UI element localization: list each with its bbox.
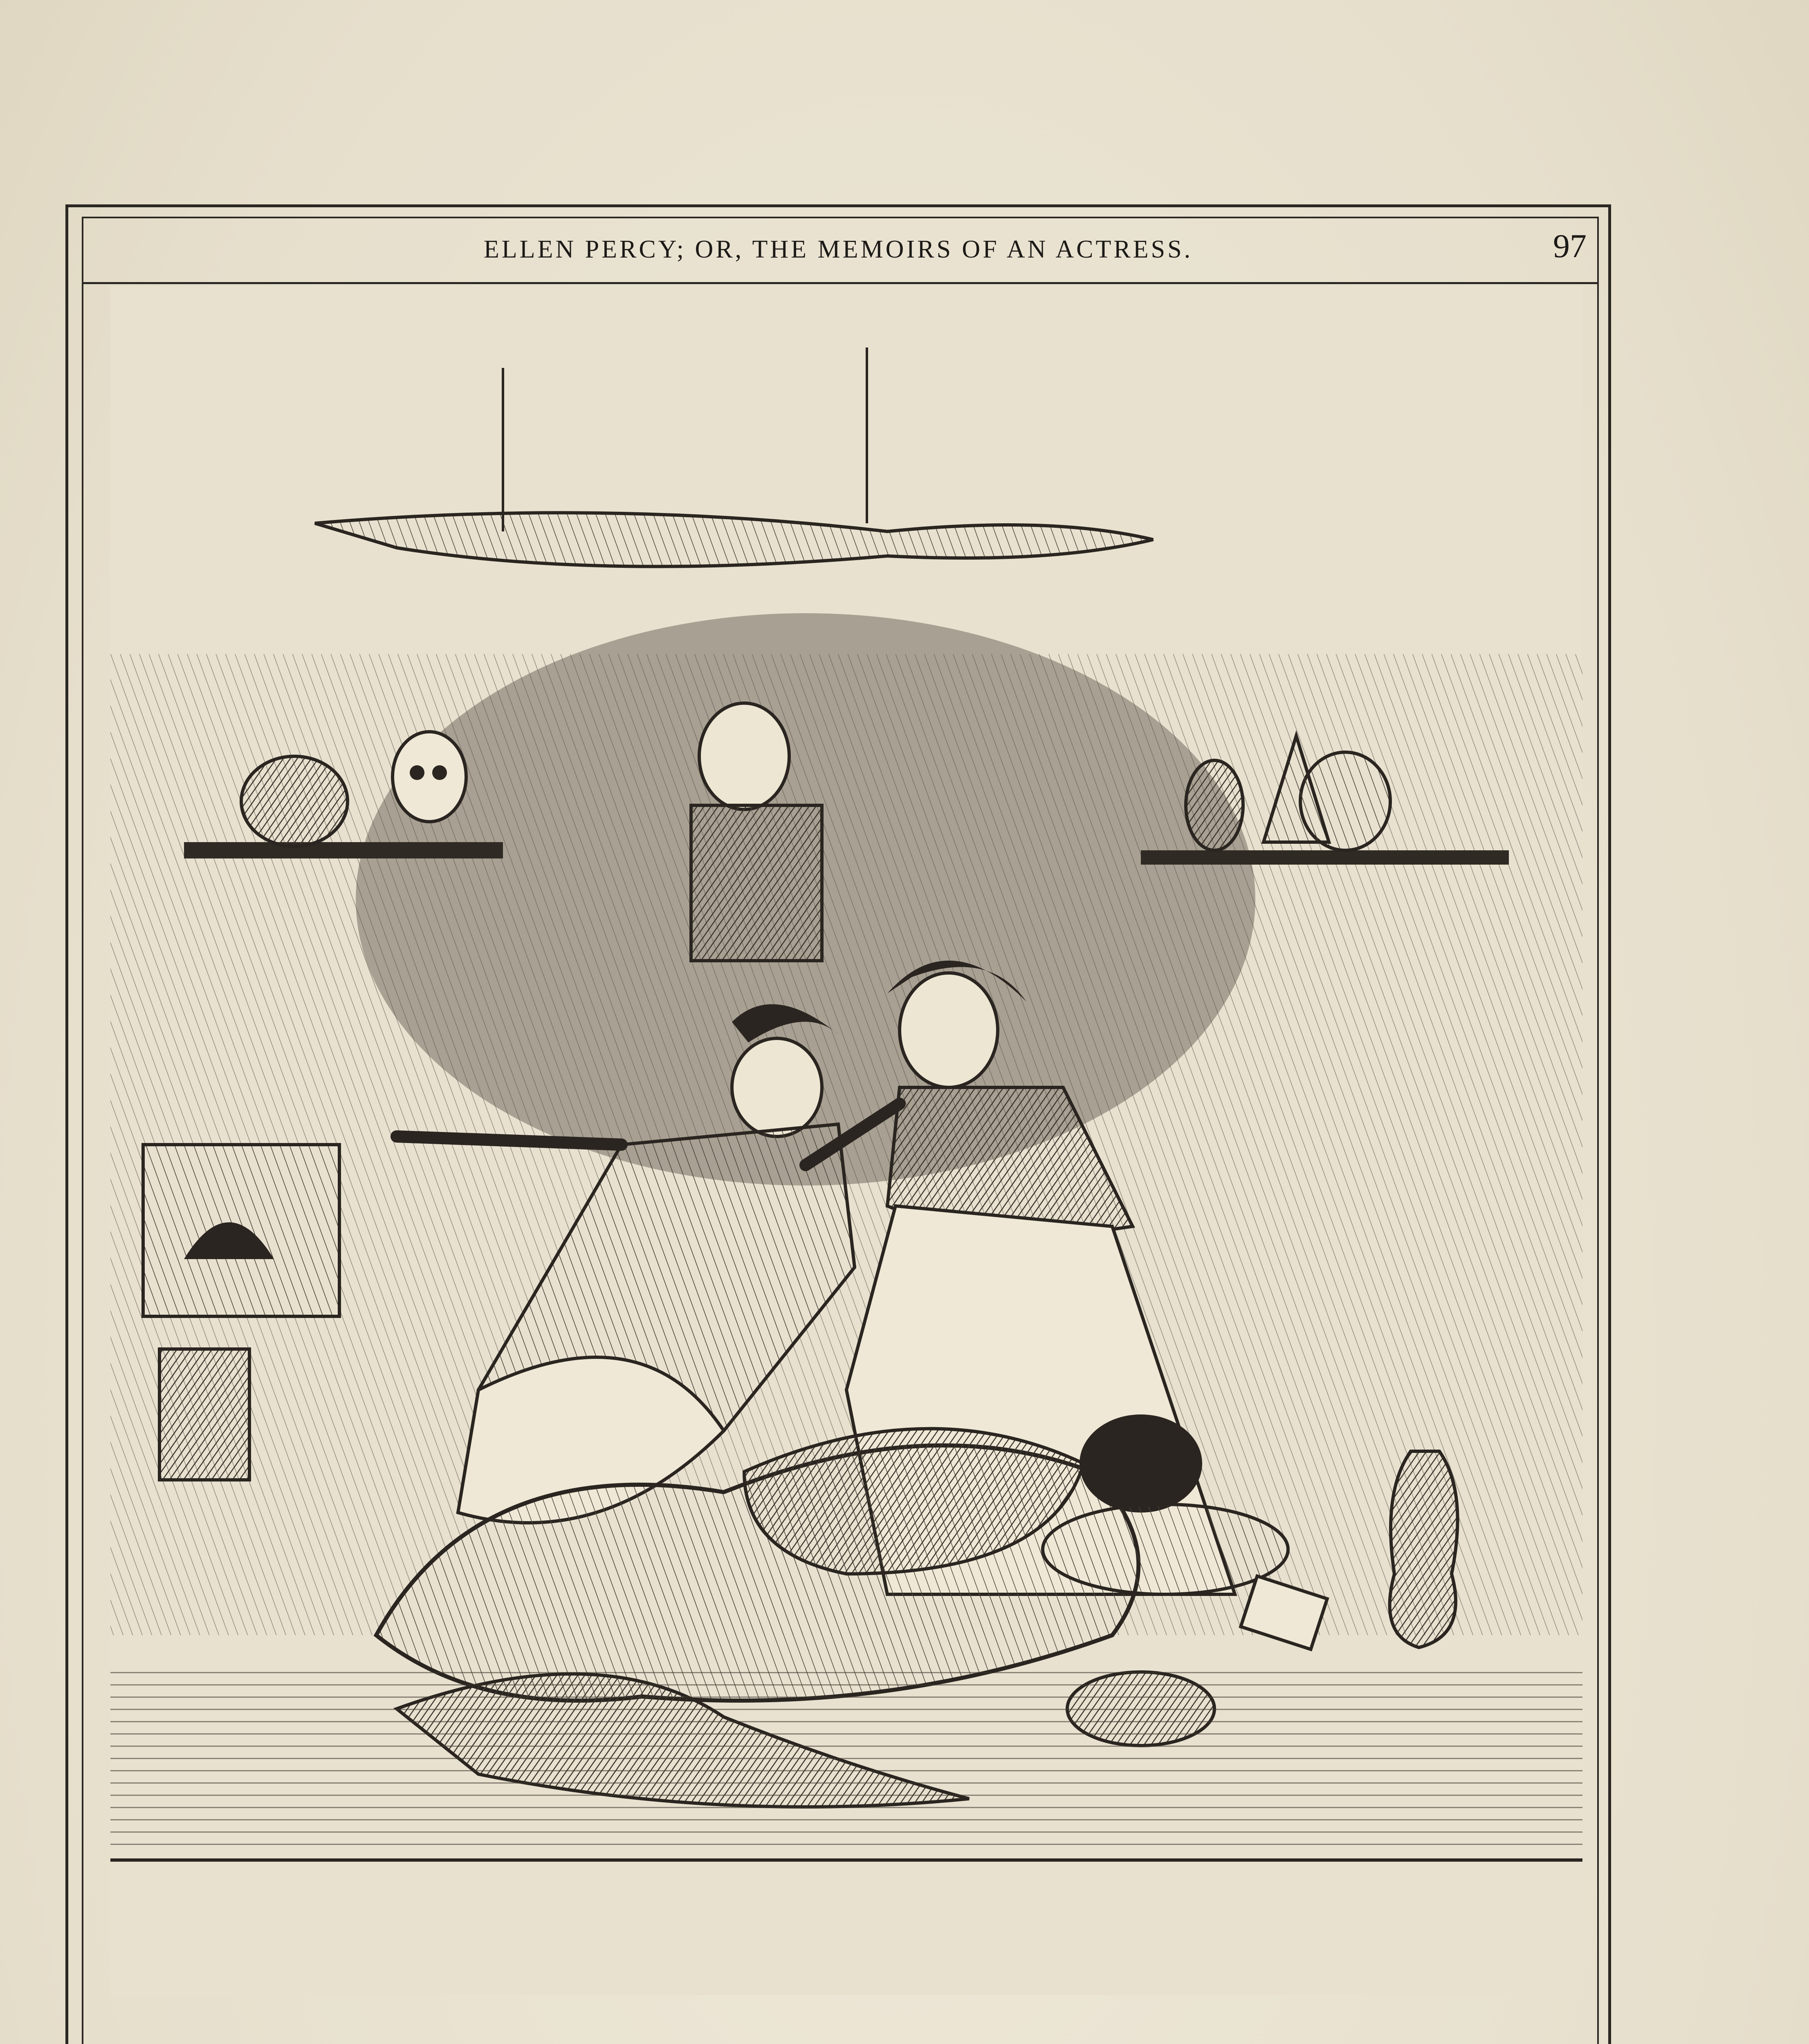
running-head: ELLEN PERCY; OR, THE MEMOIRS OF AN ACTRESS. [483,235,1193,263]
header-rule [82,282,1599,284]
page-number: 97 [1553,227,1587,264]
engraving-illustration [110,286,1582,1995]
engraving-image [110,286,1582,1995]
